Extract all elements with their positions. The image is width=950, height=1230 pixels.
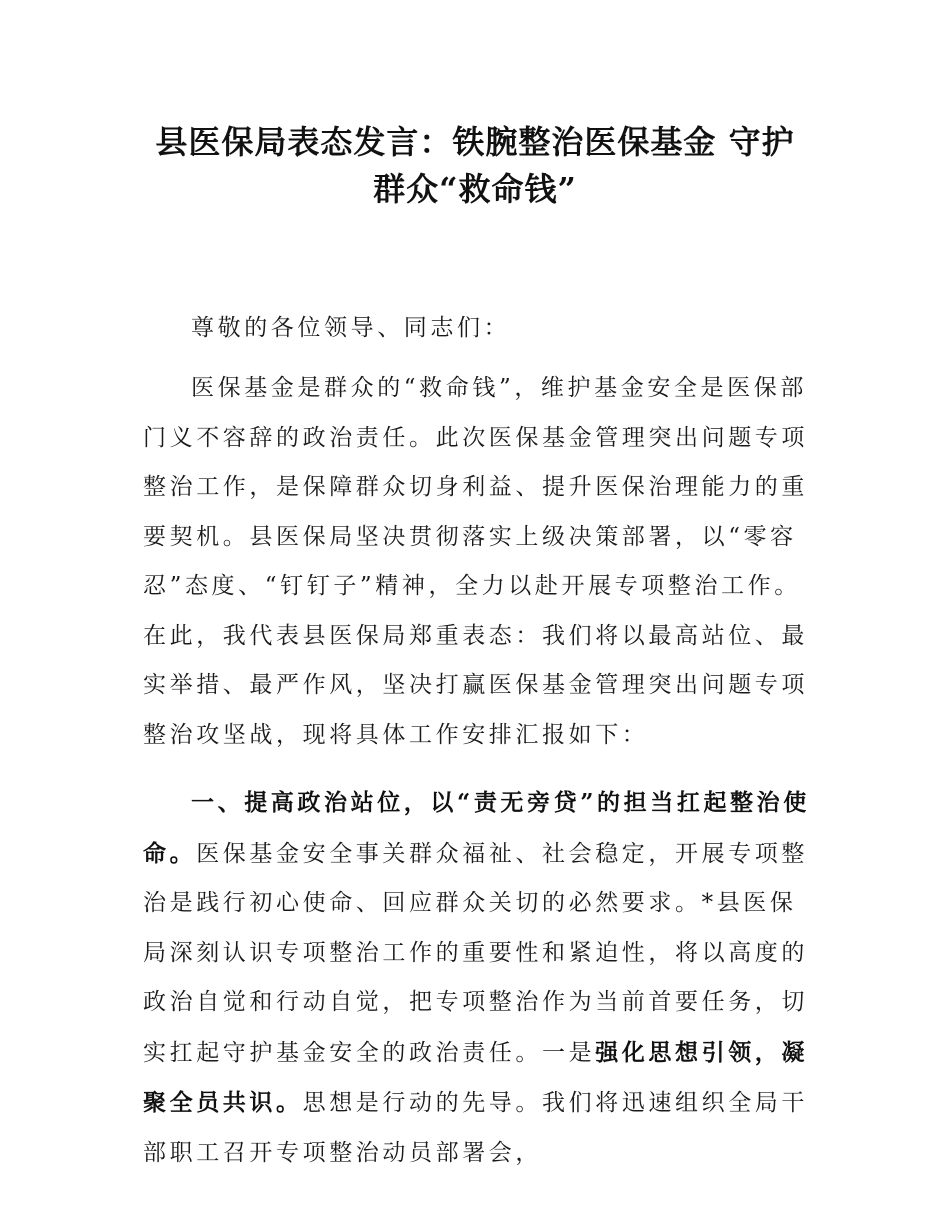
paragraph-intro: 医保基金是群众的“救命钱”，维护基金安全是医保部门义不容辞的政治责任。此次医保基金管理突出问题专项整治工作，是保障群众切身利益、提升医保治理能力的重要契机。县医保局坚决贯彻落实上级决策部署，以“零容忍”态度、“钉钉子”精神，全力以赴开展专项整治工作。在此，我代表县医保局郑重表态：我们将以最高站位、最实举措、最严作风，坚决打赢医保基金管理突出问题专项整治攻坚战，现将具体工作安排汇报如下： <box>143 375 808 748</box>
document-title-line-2: 群众“救命钱” <box>373 170 577 208</box>
section-1-subheading: 强化思想引领，凝聚全员共识。 <box>143 1038 809 1116</box>
section-1-heading: 一、提高政治站位，以“责无旁贷”的担当扛起整治使命。 <box>143 789 810 867</box>
paragraph-section-1 <box>143 778 823 1178</box>
section-1-text-b: 思想是行动的先导。我们将迅速组织全局干部职工召开专项整治动员部署会， <box>143 1090 809 1166</box>
salutation: 尊敬的各位领导、同志们： <box>191 315 511 341</box>
document-title-line-1: 县医保局表态发言：铁腕整治医保基金 守护 <box>155 123 795 161</box>
section-1-text-a: 医保基金安全事关群众福祉、社会稳定，开展专项整治是践行初心使命、回应群众关切的必然要求。*县医保局深刻认识专项整治工作的重要性和紧迫性，将以高度的政治自觉和行动自觉，把专项整治作为当前首要任务，切实扛起守护基金安全的政治责任。一是 <box>143 840 809 1066</box>
